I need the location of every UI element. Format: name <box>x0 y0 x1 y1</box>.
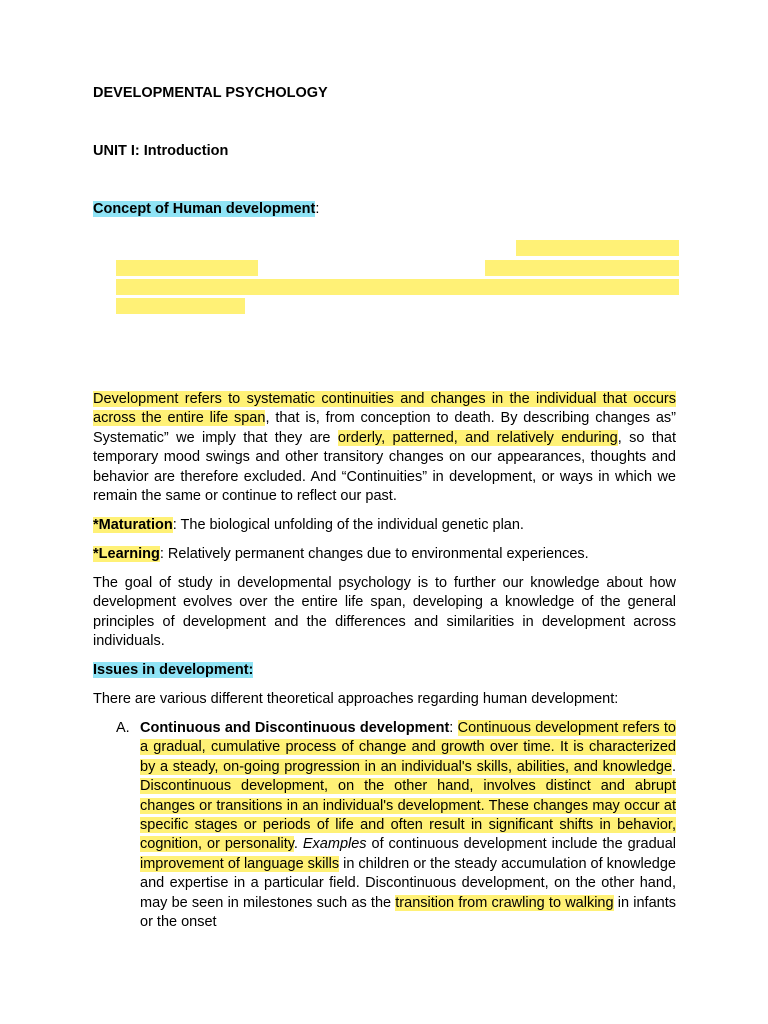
highlighted-text: improvement of language skills <box>140 855 340 872</box>
maturation-term: *Maturation <box>93 517 173 533</box>
item-term: Continuous and Discontinuous development <box>140 720 450 736</box>
document-title: DEVELOPMENTAL PSYCHOLOGY <box>93 85 328 101</box>
list-item-continuous-discontinuous <box>140 719 676 932</box>
highlighted-text: Continuous development refers to a gradual, cumulative process of change and growth over time. It is characterized by a steady, on-going progression in an individual's skills, abilities, and knowledge <box>140 720 676 775</box>
goal-paragraph: The goal of study in developmental psychology is to further our knowledge about how development evolves over the entire life span, developing a knowledge of the general principles of development and the differences and similarities in development across individuals. <box>93 575 676 650</box>
paragraph-text: , that is, from conception to death. By describing changes as” Systematic” we imply that they are <box>93 410 676 446</box>
item-text: : <box>449 720 458 736</box>
item-text: of continuous development include the gradual <box>366 836 676 853</box>
item-text: in children or the steady accumulation of knowledge and expertise in a particular field. Discontinuous development, on the other hand, may be seen in milestones such as the <box>140 855 676 911</box>
paragraph-text: , so that temporary mood swings and other transitory changes on our appearances, thoughts and behavior are therefore excluded. And “Continuities” in development, or ways in which we remain the same or continue to reflect our past. <box>93 429 677 505</box>
concept-heading-text: Concept of Human development <box>93 201 316 217</box>
item-text: . <box>293 836 303 853</box>
italic-text: Examples <box>302 836 367 853</box>
item-text: . <box>671 758 676 775</box>
development-paragraph <box>93 390 676 506</box>
highlighted-text: Discontinuous development, on the other hand, involves distinct and abrupt changes or transitions in an individual's development. These changes may occur at specific stages or periods of life and often result in significant shifts in behavior, cognition, or personality <box>140 778 676 853</box>
redacted-highlight-bar <box>116 279 679 295</box>
maturation-definition <box>93 516 676 535</box>
maturation-text: : The biological unfolding of the individual genetic plan. <box>172 517 524 533</box>
concept-heading-colon: : <box>315 201 320 217</box>
concept-heading <box>93 201 319 217</box>
redacted-highlight-bar <box>485 260 679 276</box>
highlighted-text: Development refers to systematic continuities and changes in the individual that occurs across the entire life span <box>93 391 676 427</box>
issues-heading <box>93 661 676 680</box>
unit-heading: UNIT I: Introduction <box>93 143 229 159</box>
list-marker: A. <box>116 720 130 736</box>
redacted-highlight-bar <box>516 240 679 256</box>
item-text: in infants or the onset <box>140 894 676 931</box>
redacted-highlight-bar <box>116 260 258 276</box>
learning-term: *Learning <box>93 546 160 562</box>
issues-heading-text: Issues in development: <box>93 662 254 678</box>
approaches-paragraph: There are various different theoretical approaches regarding human development: <box>93 691 619 707</box>
learning-text: : Relatively permanent changes due to environmental experiences. <box>159 546 589 562</box>
highlighted-text: transition from crawling to walking <box>395 894 614 911</box>
highlighted-text: orderly, patterned, and relatively enduring <box>337 429 618 446</box>
learning-definition <box>93 545 676 564</box>
redacted-highlight-bar <box>116 298 245 314</box>
